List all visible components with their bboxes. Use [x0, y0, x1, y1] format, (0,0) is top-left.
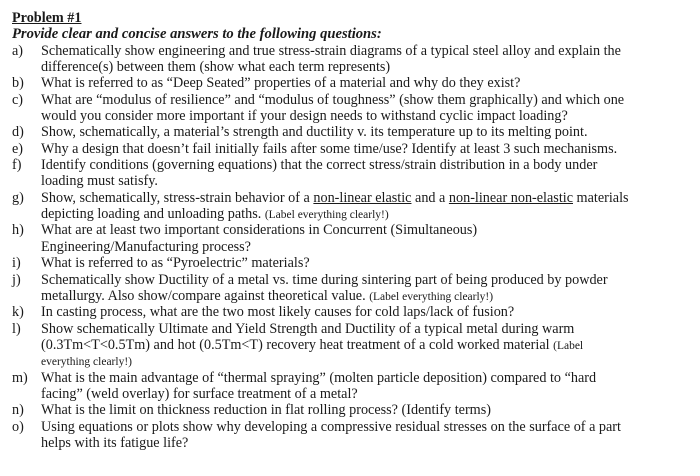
question-label: f): [12, 157, 22, 174]
question-item: [12, 304, 700, 320]
question-label: e): [12, 140, 24, 157]
question-text: difference(s) between them (show what each term represents): [41, 59, 391, 76]
question-text: and a: [411, 189, 449, 206]
question-label: l): [12, 320, 21, 337]
question-line: [12, 124, 700, 140]
question-item: [12, 75, 700, 91]
question-text: Using equations or plots show why developing a compressive residual stresses on the surface of a part: [41, 418, 621, 435]
question-item: [12, 92, 700, 125]
question-text: loading must satisfy.: [41, 173, 158, 190]
question-label: i): [12, 255, 21, 272]
question-text: In casting process, what are the two most likely causes for cold laps/lack of fusion?: [41, 304, 515, 321]
label-note: (Label everything clearly!): [264, 209, 389, 222]
question-line: [12, 173, 700, 189]
question-label: g): [12, 189, 24, 206]
question-label: j): [12, 271, 21, 288]
question-text: would you consider more important if your design needs to withstand cyclic impact loading?: [41, 108, 568, 125]
question-item: [12, 190, 700, 223]
question-item: [12, 124, 700, 140]
label-note: (Label everything clearly!): [369, 290, 494, 303]
question-item: [12, 43, 700, 76]
question-line: [12, 272, 700, 288]
question-line: [12, 288, 700, 304]
question-list: [12, 43, 700, 452]
question-text: depicting loading and unloading paths.: [41, 206, 265, 223]
question-text: Show, schematically, a material’s strength and ductility v. its temperature up to its melting point.: [41, 124, 588, 141]
problem-document: [12, 10, 700, 451]
question-text: helps with its fatigue life?: [41, 434, 189, 451]
problem-title: Problem #1: [12, 10, 82, 26]
question-item: [12, 255, 700, 271]
question-text: facing” (weld overlay) for surface treatment of a metal?: [41, 385, 358, 402]
question-text: (0.3Tm<T<0.5Tm) and hot (0.5Tm<T) recovery heat treatment of a cold worked material: [41, 336, 554, 353]
label-note: (Label: [553, 339, 584, 352]
question-line: [12, 108, 700, 124]
question-line: [12, 75, 700, 91]
instructions: Provide clear and concise answers to the following questions:: [12, 26, 382, 43]
question-item: [12, 321, 700, 370]
question-line: [12, 435, 700, 451]
question-line: [12, 43, 700, 59]
label-note: everything clearly!): [41, 356, 132, 369]
question-text: What is referred to as “Pyroelectric” materials?: [41, 255, 310, 272]
question-text: Identify conditions (governing equations) that the correct stress/strain distribution in a body under: [41, 157, 598, 174]
question-text: Why a design that doesn’t fail initially fails after some time/use? Identify at least 3 such mechanisms.: [41, 140, 618, 157]
question-line: [12, 353, 700, 369]
question-line: [12, 304, 700, 320]
question-line: [12, 255, 700, 271]
question-label: m): [12, 369, 28, 386]
question-line: [12, 239, 700, 255]
question-label: d): [12, 124, 24, 141]
question-line: [12, 222, 700, 238]
question-text: What are “modulus of resilience” and “modulus of toughness” (show them graphically) and which one: [41, 91, 625, 108]
question-text: Engineering/Manufacturing process?: [41, 238, 251, 255]
question-text: Show, schematically, stress-strain behavior of a: [41, 189, 314, 206]
question-label: a): [12, 42, 24, 59]
question-item: [12, 222, 700, 255]
question-text: What are at least two important considerations in Concurrent (Simultaneous): [41, 222, 478, 239]
question-line: [12, 386, 700, 402]
question-line: [12, 419, 700, 435]
question-text: Schematically show engineering and true stress-strain diagrams of a typical steel alloy and explain the: [41, 42, 621, 59]
question-line: [12, 370, 700, 386]
question-text: metallurgy. Also show/compare against theoretical value.: [41, 287, 370, 304]
question-line: [12, 141, 700, 157]
question-item: [12, 141, 700, 157]
question-label: o): [12, 418, 24, 435]
question-text: Show schematically Ultimate and Yield Strength and Ductility of a typical metal during warm: [41, 320, 575, 337]
question-item: [12, 272, 700, 305]
question-text: materials: [573, 189, 629, 206]
question-text: Schematically show Ductility of a metal vs. time during sintering part of being produced by powder: [41, 271, 608, 288]
question-text: What is the main advantage of “thermal spraying” (molten particle deposition) compared to “hard: [41, 369, 597, 386]
question-line: [12, 402, 700, 418]
question-label: h): [12, 222, 24, 239]
question-text: What is referred to as “Deep Seated” properties of a material and why do they exist?: [41, 75, 521, 92]
question-line: [12, 157, 700, 173]
question-label: c): [12, 91, 24, 108]
question-line: [12, 59, 700, 75]
question-line: [12, 92, 700, 108]
underlined-term: non-linear elastic: [313, 189, 412, 206]
question-item: [12, 402, 700, 418]
question-label: k): [12, 304, 24, 321]
question-item: [12, 370, 700, 403]
question-line: [12, 190, 700, 206]
question-line: [12, 206, 700, 222]
question-item: [12, 419, 700, 452]
underlined-term: non-linear non-elastic: [448, 189, 573, 206]
question-label: n): [12, 402, 24, 419]
question-item: [12, 157, 700, 190]
question-line: [12, 337, 700, 353]
question-label: b): [12, 75, 24, 92]
question-text: What is the limit on thickness reduction in flat rolling process? (Identify terms): [41, 402, 491, 419]
question-line: [12, 321, 700, 337]
